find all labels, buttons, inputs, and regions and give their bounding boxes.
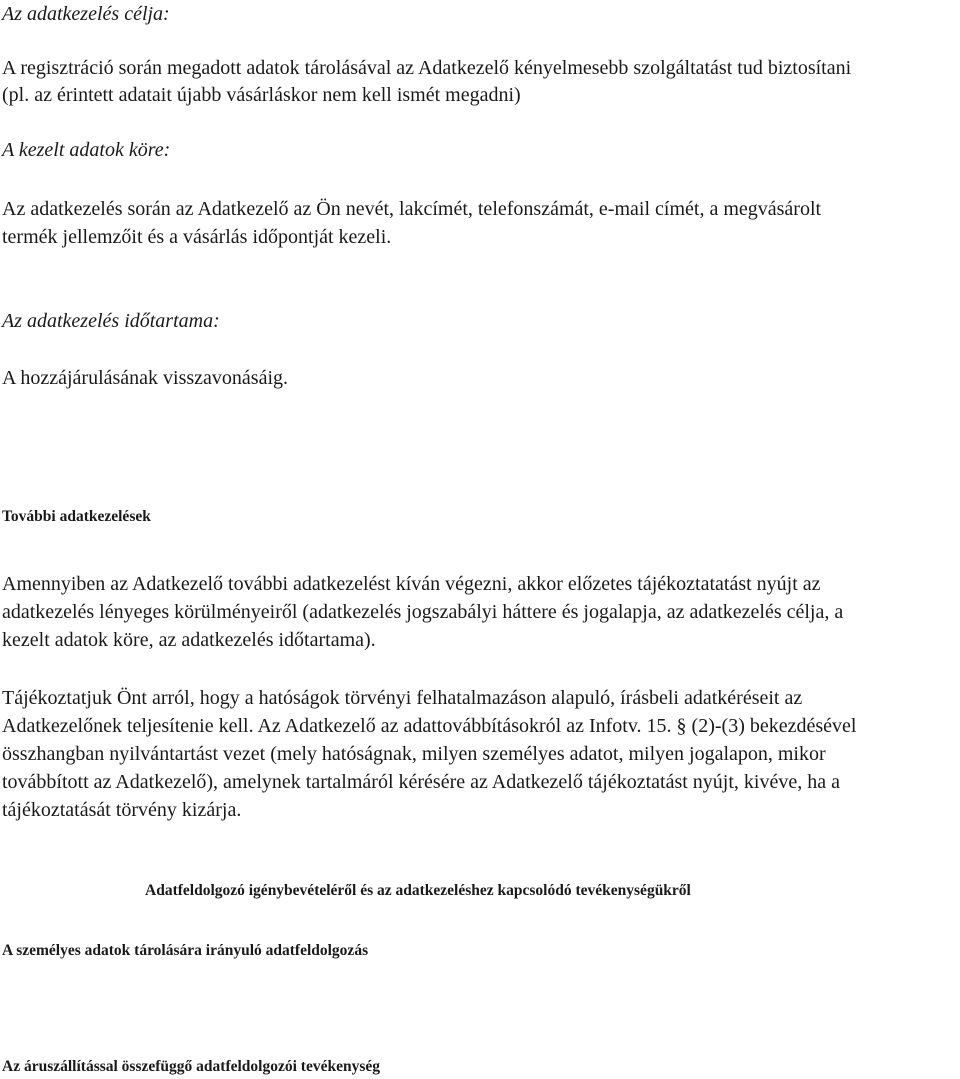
section-heading-further: További adatkezelések — [2, 508, 151, 525]
paragraph-line: továbbított az Adatkezelő), amelynek tartalmáról kérésére az Adatkezelő tájékoztatást nyújt, kivéve, ha a — [2, 771, 840, 793]
section-heading-scope: A kezelt adatok köre: — [2, 139, 171, 161]
paragraph-line: A hozzájárulásának visszavonásáig. — [2, 367, 289, 389]
section-heading-duration: Az adatkezelés időtartama: — [2, 310, 220, 332]
paragraph-line: A regisztráció során megadott adatok tárolásával az Adatkezelő kényelmesebb szolgáltatást tud biztosítani — [2, 57, 852, 79]
paragraph-line: Tájékoztatjuk Önt arról, hogy a hatóságok törvényi felhatalmazáson alapuló, írásbeli adatkéréseit az — [2, 687, 803, 709]
paragraph-line: tájékoztatását törvény kizárja. — [2, 799, 242, 821]
paragraph-line: kezelt adatok köre, az adatkezelés időtartama). — [2, 629, 376, 651]
section-heading-purpose: Az adatkezelés célja: — [2, 3, 170, 25]
paragraph-line: (pl. az érintett adatait újabb vásárláskor nem kell ismét megadni) — [2, 84, 521, 106]
paragraph-line: Az adatkezelés során az Adatkezelő az Ön nevét, lakcímét, telefonszámát, e-mail címét, a megvásárolt — [2, 198, 822, 220]
section-heading-delivery: Az áruszállítással összefüggő adatfeldolgozói tevékenység — [2, 1058, 380, 1075]
paragraph-line: Adatkezelőnek teljesítenie kell. Az Adatkezelő az adattovábbításokról az Infotv. 15. § (2)-(3) bekezdésével — [2, 715, 857, 737]
section-heading-storage: A személyes adatok tárolására irányuló adatfeldolgozás — [2, 942, 369, 959]
paragraph-line: összhangban nyilvántartást vezet (mely hatóságnak, milyen személyes adatot, milyen jogalapon, mikor — [2, 743, 826, 765]
paragraph-line: termék jellemzőit és a vásárlás időpontját kezeli. — [2, 226, 392, 248]
paragraph-line: Amennyiben az Adatkezelő további adatkezelést kíván végezni, akkor előzetes tájékoztatatást nyújt az — [2, 573, 821, 595]
paragraph-line: adatkezelés lényeges körülményeiről (adatkezelés jogszabályi háttere és jogalapja, az adatkezelés célja, a — [2, 601, 844, 623]
section-heading-processor: Adatfeldolgozó igénybevételéről és az adatkezeléshez kapcsolódó tevékenységükről — [145, 882, 691, 899]
